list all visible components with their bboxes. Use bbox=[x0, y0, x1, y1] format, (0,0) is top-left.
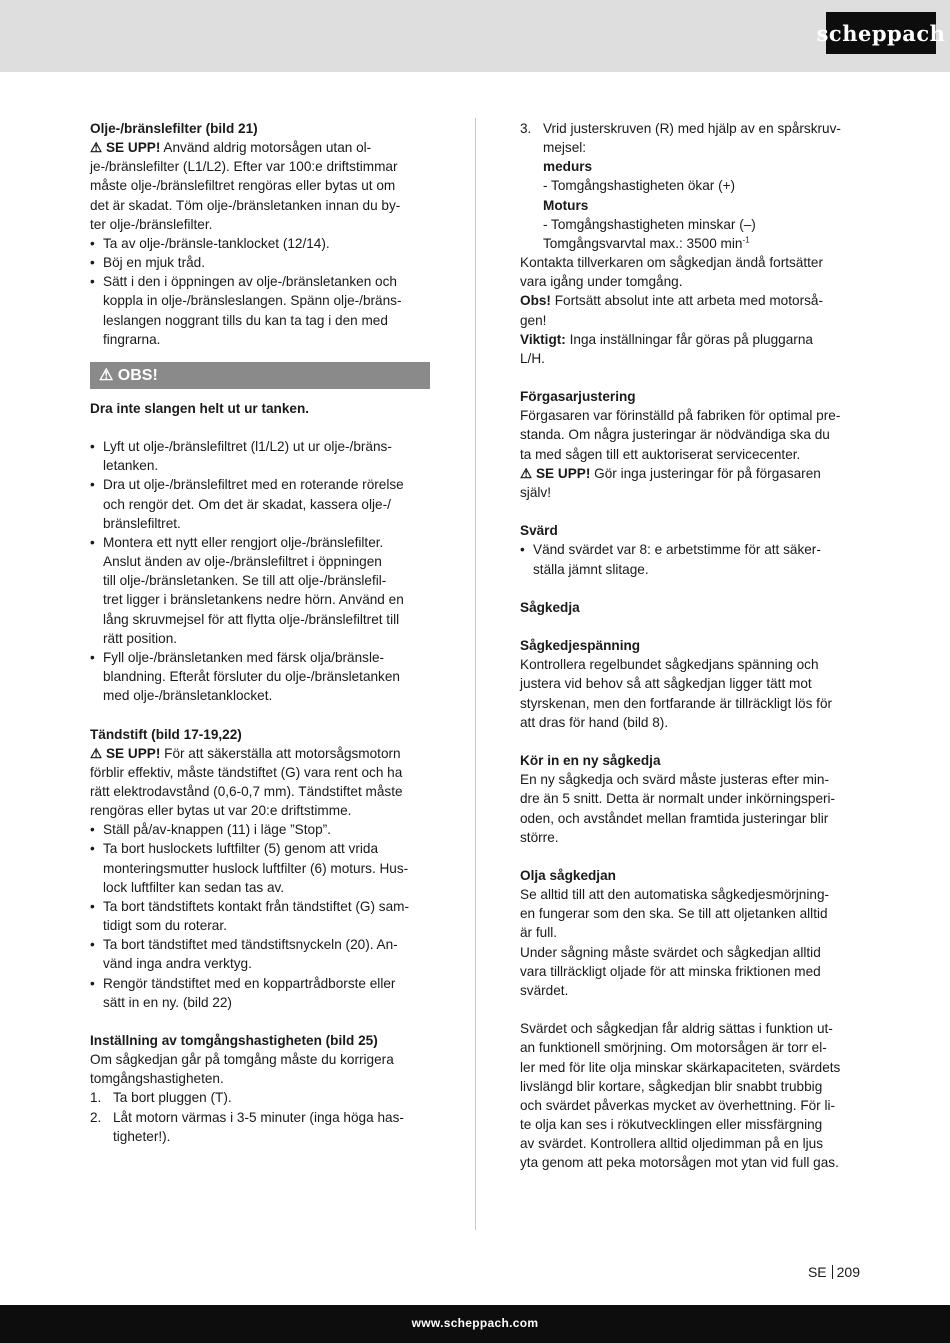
list-item bbox=[90, 253, 430, 272]
text-line: gen! bbox=[520, 312, 547, 328]
section-heading-oil-filter: Olje-/bränslefilter (bild 21) bbox=[90, 121, 258, 136]
text-line: det är skadat. Töm olje-/bränsletanken innan du by- bbox=[90, 197, 401, 213]
numbered-item bbox=[90, 1088, 430, 1107]
text-line: Ta bort pluggen (T). bbox=[113, 1090, 232, 1106]
important-note bbox=[520, 330, 860, 368]
section-heading-chain-tension: Sågkedjespänning bbox=[520, 638, 641, 654]
warning-label: SE UPP! bbox=[105, 745, 161, 761]
obs-notice-text: Dra inte slangen helt ut ur tanken. bbox=[90, 400, 310, 416]
chain-tension-text bbox=[520, 655, 860, 732]
text-line: till olje-/bränsletanken. Se till att olje-/bränslefil- bbox=[103, 573, 387, 589]
text-line: själv! bbox=[520, 484, 551, 500]
text-line: ställa jämnt slitage. bbox=[533, 561, 649, 577]
text-line: mejsel: bbox=[543, 140, 587, 156]
section-heading-carburetor: Förgasarjustering bbox=[520, 389, 636, 405]
text-line: tidigt som du roterar. bbox=[103, 918, 227, 934]
idle-speed-intro bbox=[90, 1050, 430, 1088]
list-item bbox=[90, 234, 430, 253]
text-line-content: Gör inga justeringar för på förgasaren bbox=[594, 465, 821, 481]
text-line: styrskenan, men den fortfarande är tillräckligt lös för bbox=[520, 695, 833, 711]
page-number-separator bbox=[832, 1265, 833, 1279]
spark-plug-intro bbox=[90, 744, 430, 821]
text-line: • Böj en mjuk tråd. bbox=[103, 255, 205, 271]
list-item bbox=[90, 648, 430, 705]
brand-logo-text: scheppach bbox=[816, 20, 946, 46]
text-line bbox=[90, 744, 430, 763]
page-header bbox=[0, 0, 950, 72]
text-line: är full. bbox=[520, 925, 558, 941]
text-line: En ny sågkedja och svärd måste justeras efter min- bbox=[520, 772, 830, 788]
warning-icon: ⚠ bbox=[99, 366, 114, 384]
item-number: 3. bbox=[520, 121, 532, 136]
page-number bbox=[790, 1264, 860, 1280]
text-line: fingrarna. bbox=[103, 331, 161, 347]
text-line: • Lyft ut olje-/bränslefiltret (l1/L2) ut ur olje-/bräns- bbox=[103, 439, 392, 455]
text-line: förblir effektiv, måste tändstiftet (G) vara rent och ha bbox=[90, 764, 403, 780]
text-line: • Montera ett nytt eller rengjort olje-/bränslefilter. bbox=[103, 534, 384, 550]
list-item bbox=[90, 897, 430, 935]
text-line: och svärdet påverkas mycket av överhettning. För li- bbox=[520, 1097, 836, 1113]
text-line: Kontrollera regelbundet sågkedjans spänning och bbox=[520, 657, 819, 673]
direction-clockwise-text: - Tomgångshastigheten ökar (+) bbox=[543, 178, 736, 194]
obs-label: OBS! bbox=[117, 366, 158, 384]
text-line: ter olje-/bränslefilter. bbox=[90, 216, 213, 232]
text-line: en fungerar som den ska. Se till att oljetanken alltid bbox=[520, 906, 828, 922]
numbered-item bbox=[520, 119, 860, 157]
list-item bbox=[90, 839, 430, 896]
oil-chain-text-3 bbox=[520, 1019, 860, 1172]
item-number: 1. bbox=[90, 1090, 102, 1106]
text-line: blandning. Efteråt försluter du olje-/bränsletanken bbox=[103, 669, 400, 685]
text-line: ta med sågen till ett auktoriserat servicecenter. bbox=[520, 446, 801, 462]
text-line: • Ta av olje-/bränsle-tanklocket (12/14). bbox=[103, 235, 330, 251]
text-line: koppla in olje-/bränsleslangen. Spänn olje-/bräns- bbox=[103, 293, 402, 309]
right-column bbox=[520, 119, 860, 1172]
text-line: standa. Om några justeringar är nödvändiga ska du bbox=[520, 427, 830, 443]
direction-clockwise-label: medurs bbox=[543, 159, 593, 175]
text-line: Vrid justerskruven (R) med hjälp av en spårskruv- bbox=[543, 121, 841, 136]
contact-note bbox=[520, 253, 860, 291]
warning-icon: ⚠ bbox=[90, 745, 103, 761]
text-line bbox=[90, 138, 430, 157]
text-line: monteringsmutter huslock luftfilter (6) moturs. Hus- bbox=[103, 860, 409, 876]
text-line: tigheter!). bbox=[113, 1128, 171, 1144]
list-item bbox=[90, 533, 430, 648]
text-line-content: Använd aldrig motorsågen utan ol- bbox=[163, 140, 372, 156]
text-line: av svärdet. Kontrollera alltid oljedimman på en ljus bbox=[520, 1136, 823, 1152]
text-line: rätt position. bbox=[103, 630, 178, 646]
list-item bbox=[90, 935, 430, 973]
carburetor-text bbox=[520, 406, 860, 502]
text-line: • Ta bort tändstiftets kontakt från tändstiftet (G) sam- bbox=[103, 898, 409, 914]
text-line: • Ta bort huslockets luftfilter (5) genom att vrida bbox=[103, 841, 379, 857]
text-line: • Rengör tändstiftet med en koppartrådborste eller bbox=[103, 975, 396, 991]
text-line: te olja kan ses i rökutvecklingen eller missfärgning bbox=[520, 1117, 823, 1133]
warning-label: SE UPP! bbox=[105, 140, 161, 156]
obs-note-label: Obs! bbox=[520, 293, 551, 309]
page-number-value: 209 bbox=[836, 1264, 860, 1280]
text-line: • Ställ på/av-knappen (11) i läge ”Stop”. bbox=[103, 822, 331, 838]
text-line: Anslut änden av olje-/bränslefiltret i öppningen bbox=[103, 554, 382, 570]
section-heading-oil-chain: Olja sågkedjan bbox=[520, 868, 616, 883]
text-line: letanken. bbox=[103, 458, 159, 474]
text-line: ler med för lite olja minskar skärkapaciteten, svärdets bbox=[520, 1059, 841, 1075]
text-line: Kontakta tillverkaren om sågkedjan ändå fortsätter bbox=[520, 255, 824, 271]
new-chain-text bbox=[520, 770, 860, 847]
text-line: justera vid behov så att sågkedjan ligger tätt mot bbox=[520, 676, 812, 692]
text-line: L/H. bbox=[520, 350, 545, 366]
text-line: • Dra ut olje-/bränslefiltret med en roterande rörelse bbox=[103, 477, 404, 493]
text-line: rätt elektrodavstånd (0,6-0,7 mm). Tändstiftet måste bbox=[90, 783, 403, 799]
text-line: vänd inga andra verktyg. bbox=[103, 956, 252, 972]
max-idle-speed-text: Tomgångsvarvtal max.: 3500 min bbox=[543, 235, 743, 251]
text-line bbox=[520, 464, 860, 483]
text-line: an funktionell smörjning. Om motorsågen är torr el- bbox=[520, 1040, 827, 1056]
left-column bbox=[90, 119, 430, 1146]
direction-counterclockwise-label: Moturs bbox=[543, 197, 589, 213]
text-line: tret ligger i bränsletankens nedre hörn. Använd en bbox=[103, 592, 404, 608]
text-line: yta genom att peka motorsågen mot ytan vid full gas. bbox=[520, 1155, 839, 1171]
footer-url: www.scheppach.com bbox=[411, 1316, 539, 1330]
section-heading-idle-speed: Inställning av tomgångshastigheten (bild 25) bbox=[90, 1032, 378, 1048]
list-item bbox=[90, 475, 430, 532]
text-line: och rengör det. Om det är skadat, kassera olje-/ bbox=[103, 496, 391, 512]
section-heading-bar: Svärd bbox=[520, 523, 558, 539]
text-line: lång skruvmejsel för att flytta olje-/bränslefiltret till bbox=[103, 611, 400, 627]
numbered-item bbox=[90, 1108, 430, 1146]
text-line: je-/bränslefilter (L1/L2). Efter var 100:e driftstimmar bbox=[90, 159, 398, 175]
list-item bbox=[90, 974, 430, 1012]
text-line: • Vänd svärdet var 8: e arbetstimme för att säker- bbox=[533, 542, 821, 558]
text-line: livslängd blir kortare, sågkedjan blir snabbt trubbig bbox=[520, 1078, 823, 1094]
warning-icon: ⚠ bbox=[90, 140, 103, 156]
text-line: • Sätt i den i öppningen av olje-/bränsletanken och bbox=[103, 274, 397, 290]
oil-filter-intro bbox=[90, 138, 430, 234]
list-item bbox=[90, 272, 430, 349]
text-line: bränslefiltret. bbox=[103, 515, 181, 531]
language-code: SE bbox=[807, 1264, 827, 1280]
spark-plug-steps bbox=[90, 820, 430, 1012]
text-line: Se alltid till att den automatiska sågkedjesmörjning- bbox=[520, 887, 830, 903]
direction-counterclockwise-text: - Tomgångshastigheten minskar (–) bbox=[543, 216, 756, 232]
warning-icon: ⚠ bbox=[520, 465, 533, 481]
max-idle-speed bbox=[543, 234, 860, 253]
text-line: • Ta bort tändstiftet med tändstiftsnyckeln (20). An- bbox=[103, 937, 398, 953]
text-line: Förgasaren var förinställd på fabriken för optimal pre- bbox=[520, 408, 841, 424]
text-line: större. bbox=[520, 829, 559, 845]
adjustment-directions bbox=[520, 157, 860, 253]
obs-note bbox=[520, 291, 860, 329]
section-heading-saw-chain: Sågkedja bbox=[520, 599, 580, 615]
filter-replacement-steps bbox=[90, 437, 430, 705]
text-line: dre än 5 snitt. Detta är normalt under inkörningsperi- bbox=[520, 791, 836, 807]
text-line-content: För att säkerställa att motorsågsmotorn bbox=[164, 745, 401, 761]
page-footer bbox=[0, 1305, 950, 1343]
obs-notice-bar bbox=[90, 362, 430, 389]
text-line: sätt in en ny. (bild 22) bbox=[103, 994, 232, 1010]
list-item bbox=[90, 437, 430, 475]
section-heading-spark-plug: Tändstift (bild 17-19,22) bbox=[90, 726, 242, 742]
text-line: Under sågning måste svärdet och sågkedjan alltid bbox=[520, 944, 821, 960]
text-line: tomgångshastigheten. bbox=[90, 1071, 224, 1087]
item-number: 2. bbox=[90, 1109, 102, 1125]
section-heading-new-chain: Kör in en ny sågkedja bbox=[520, 753, 661, 769]
text-line-content: Fortsätt absolut inte att arbeta med motorså- bbox=[554, 293, 823, 309]
important-note-label: Viktigt: bbox=[520, 331, 566, 347]
text-line: Svärdet och sågkedjan får aldrig sättas i funktion ut- bbox=[520, 1021, 833, 1037]
max-idle-speed-exponent: -1 bbox=[742, 235, 750, 245]
text-line: oden, och avståndet mellan framtida justeringar blir bbox=[520, 810, 829, 826]
text-line bbox=[520, 330, 860, 349]
column-divider bbox=[475, 118, 476, 1230]
text-line: med olje-/bränsletanklocket. bbox=[103, 688, 273, 704]
text-line: rengöras eller bytas ut var 20:e driftstimme. bbox=[90, 803, 352, 819]
list-item bbox=[520, 540, 860, 578]
oil-chain-text-1 bbox=[520, 885, 860, 942]
text-line: måste olje-/bränslefiltret rengöras eller bytas ut om bbox=[90, 178, 396, 194]
text-line-content: Inga inställningar får göras på pluggarna bbox=[569, 331, 813, 347]
warning-label: SE UPP! bbox=[535, 465, 591, 481]
text-line: Om sågkedjan går på tomgång måste du korrigera bbox=[90, 1052, 394, 1068]
text-line: • Fyll olje-/bränsletanken med färsk olja/bränsle- bbox=[103, 649, 385, 665]
brand-logo bbox=[816, 12, 946, 54]
text-line: leslangen noggrant tills du kan ta tag i den med bbox=[103, 312, 388, 328]
oil-filter-steps bbox=[90, 234, 430, 349]
list-item bbox=[90, 820, 430, 839]
text-line: vara igång under tomgång. bbox=[520, 274, 683, 290]
text-line: vara tillräckligt oljade för att minska friktionen med bbox=[520, 963, 821, 979]
text-line: svärdet. bbox=[520, 982, 569, 998]
oil-chain-text-2 bbox=[520, 943, 860, 1000]
text-line: lock luftfilter kan sedan tas av. bbox=[103, 879, 285, 895]
text-line bbox=[520, 291, 860, 310]
text-line: att dras för hand (bild 8). bbox=[520, 714, 669, 730]
text-line: Låt motorn värmas i 3-5 minuter (inga höga has- bbox=[113, 1109, 404, 1125]
